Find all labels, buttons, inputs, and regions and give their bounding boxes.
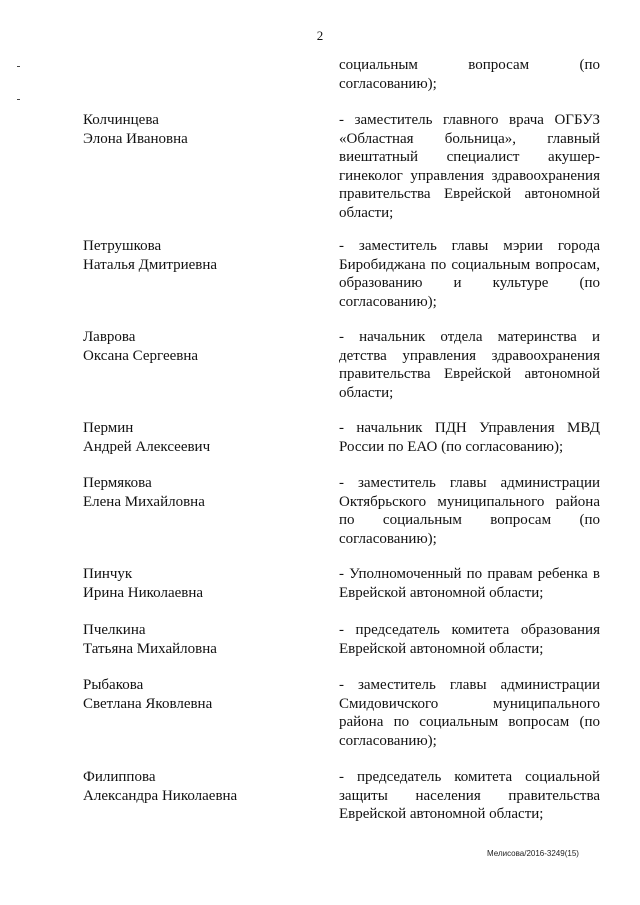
member-surname: Пинчук xyxy=(83,566,133,582)
member-name xyxy=(83,419,313,456)
member-given-names: Татьяна Михайловна xyxy=(83,640,217,657)
member-surname: Пчелкина xyxy=(83,622,146,638)
member-description: - председатель комитета социальной защиты населения правительства Еврейской автономной области; xyxy=(339,769,600,822)
member-description: - заместитель главы мэрии города Биробиджана по социальным вопросам, образованию и культуре (по согласованию); xyxy=(339,238,600,310)
member-name xyxy=(83,676,313,713)
margin-mark xyxy=(17,99,20,100)
page-number: 2 xyxy=(316,28,324,43)
member-surname: Пермин xyxy=(83,420,134,436)
member-description: социальным вопросам (по согласованию); xyxy=(339,57,600,92)
member-surname: Петрушкова xyxy=(83,238,162,254)
member-description: - начальник отдела материнства и детства управления здравоохранения правительства Еврейской автономной области; xyxy=(339,329,600,401)
member-description: - заместитель главы администрации Октябрьского муниципального района по социальным вопросам (по согласованию); xyxy=(339,475,600,547)
member-name xyxy=(83,111,313,148)
member-name xyxy=(83,768,313,805)
member-given-names: Ирина Николаевна xyxy=(83,584,204,601)
member-description: - Уполномоченный по правам ребенка в Еврейской автономной области; xyxy=(339,566,600,601)
member-given-names: Элона Ивановна xyxy=(83,130,188,147)
document-footer-id: Мелисова/2016-3249(15) xyxy=(487,849,579,858)
member-given-names: Александра Николаевна xyxy=(83,787,238,804)
member-name xyxy=(83,474,313,511)
member-surname: Рыбакова xyxy=(83,677,144,693)
member-name xyxy=(83,621,313,658)
member-given-names: Оксана Сергеевна xyxy=(83,347,199,364)
member-description: - председатель комитета образования Еврейской автономной области; xyxy=(339,622,600,657)
member-given-names: Елена Михайловна xyxy=(83,493,205,510)
member-description: - заместитель главного врача ОГБУЗ «Областная больница», главный виештатный специалист акушер- гинеколог управления здравоохранения правительства Еврейской автономной области; xyxy=(339,112,600,221)
member-surname: Пермякова xyxy=(83,475,152,491)
member-surname: Лаврова xyxy=(83,329,136,345)
margin-mark xyxy=(17,66,20,67)
member-given-names: Светлана Яковлевна xyxy=(83,695,213,712)
member-name xyxy=(83,237,313,274)
member-description: - начальник ПДН Управления МВД России по ЕАО (по согласованию); xyxy=(339,420,600,455)
member-description: - заместитель главы администрации Смидовичского муниципального района по социальным вопросам (по согласованию); xyxy=(339,677,600,749)
member-given-names: Наталья Дмитриевна xyxy=(83,256,218,273)
member-name xyxy=(83,565,313,602)
member-given-names: Андрей Алексеевич xyxy=(83,438,211,455)
member-surname: Колчинцева xyxy=(83,112,159,128)
member-surname: Филиппова xyxy=(83,769,156,785)
member-name xyxy=(83,328,313,365)
